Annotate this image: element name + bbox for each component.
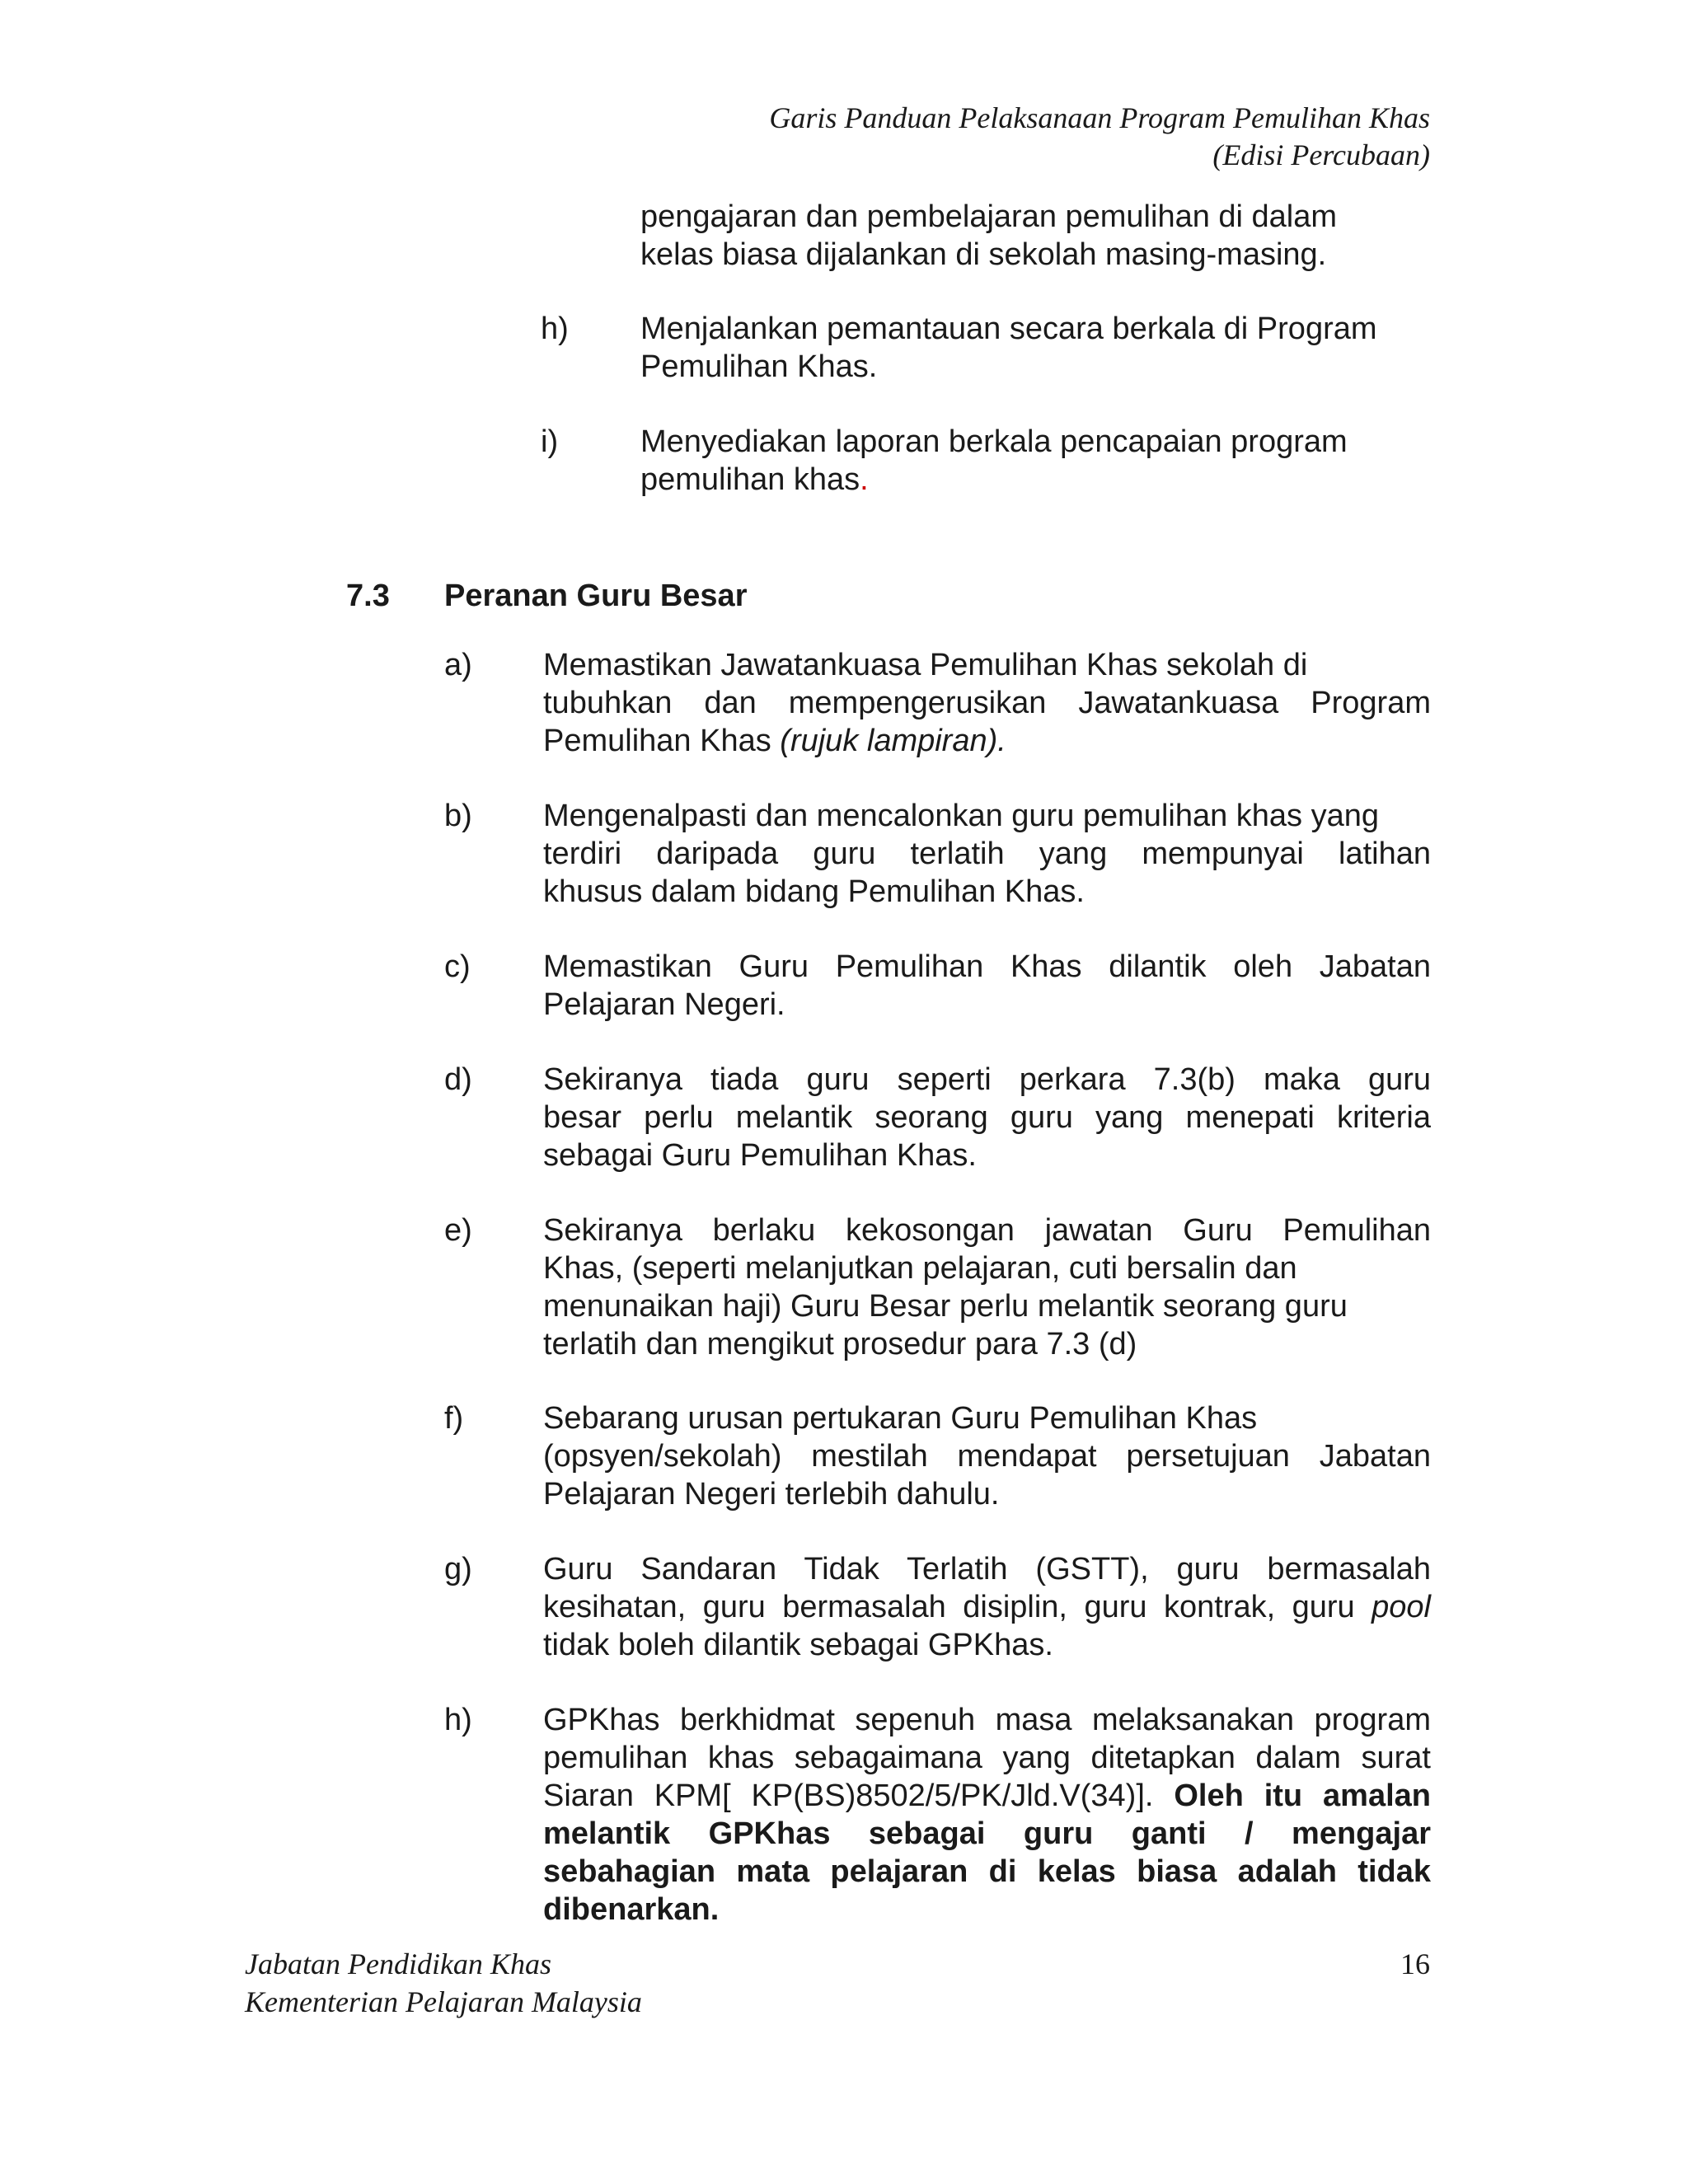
red-period: . <box>860 462 869 497</box>
section-title: Peranan Guru Besar <box>444 579 748 613</box>
item-line: Sekiranya tiada guru seperti perkara 7.3(b) maka guru <box>543 1062 1431 1097</box>
item-line: (opsyen/sekolah) mestilah mendapat persetujuan Jabatan <box>543 1439 1431 1474</box>
item-line: pemulihan khas sebagaimana yang ditetapkan dalam surat <box>543 1741 1431 1775</box>
item-letter: c) <box>444 949 471 984</box>
item-line-text: Pemulihan Khas <box>543 724 781 758</box>
item-line: terdiri daripada guru terlatih yang mempunyai latihan <box>543 837 1431 871</box>
item-line: Menyediakan laporan berkala pencapaian program <box>640 424 1348 459</box>
item-line: Sekiranya berlaku kekosongan jawatan Guru Pemulihan <box>543 1213 1431 1248</box>
item-line: Memastikan Jawatankuasa Pemulihan Khas sekolah di <box>543 648 1308 682</box>
item-line <box>543 1777 1431 1815</box>
continuation-line: pengajaran dan pembelajaran pemulihan di dalam <box>640 199 1338 234</box>
item-letter: d) <box>444 1062 472 1097</box>
bold-text: Oleh itu amalan <box>1174 1779 1431 1813</box>
item-line: Pelajaran Negeri. <box>543 987 785 1022</box>
bold-line: dibenarkan. <box>543 1892 720 1927</box>
item-letter: h) <box>444 1703 472 1737</box>
item-line: besar perlu melantik seorang guru yang menepati kriteria <box>543 1100 1431 1135</box>
item-letter: h) <box>541 312 569 346</box>
item-line: tidak boleh dilantik sebagai GPKhas. <box>543 1628 1053 1662</box>
item-line: tubuhkan dan mempengerusikan Jawatankuasa Program <box>543 686 1431 720</box>
italic-reference: (rujuk lampiran). <box>780 724 1006 758</box>
italic-word: pool <box>1372 1590 1431 1624</box>
item-line: Pelajaran Negeri terlebih dahulu. <box>543 1477 1000 1511</box>
item-line: Pemulihan Khas. <box>640 349 878 384</box>
continuation-line: kelas biasa dijalankan di sekolah masing-masing. <box>640 237 1327 272</box>
item-line: menunaikan haji) Guru Besar perlu melantik seorang guru <box>543 1289 1348 1324</box>
item-letter: f) <box>444 1401 464 1436</box>
item-line: khusus dalam bidang Pemulihan Khas. <box>543 874 1085 909</box>
item-line: Menjalankan pemantauan secara berkala di Program <box>640 312 1377 346</box>
item-letter: i) <box>541 424 559 459</box>
footer-department: Jabatan Pendidikan Khas <box>245 1947 551 1980</box>
item-line: Khas, (seperti melanjutkan pelajaran, cuti bersalin dan <box>543 1251 1297 1286</box>
item-letter: a) <box>444 648 472 682</box>
item-line: sebagai Guru Pemulihan Khas. <box>543 1138 977 1173</box>
item-line: Mengenalpasti dan mencalonkan guru pemulihan khas yang <box>543 799 1380 833</box>
item-line: Guru Sandaran Tidak Terlatih (GSTT), guru bermasalah <box>543 1552 1431 1586</box>
header-subtitle: (Edisi Percubaan) <box>1212 138 1430 171</box>
item-line <box>543 1588 1431 1626</box>
item-line: GPKhas berkhidmat sepenuh masa melaksanakan program <box>543 1703 1431 1737</box>
item-line: Memastikan Guru Pemulihan Khas dilantik oleh Jabatan <box>543 949 1431 984</box>
continuation-paragraph <box>640 198 1432 274</box>
bold-line: sebahagian mata pelajaran di kelas biasa adalah tidak <box>543 1854 1431 1889</box>
page-number: 16 <box>1400 1947 1430 1980</box>
section-number: 7.3 <box>346 579 390 613</box>
item-letter: g) <box>444 1552 472 1586</box>
item-letter: b) <box>444 799 472 833</box>
item-line <box>543 722 1431 760</box>
item-line-text: Siaran KPM[ KP(BS)8502/5/PK/Jld.V(34)]. <box>543 1779 1175 1813</box>
bold-line: melantik GPKhas sebagai guru ganti / mengajar <box>543 1816 1431 1851</box>
footer-ministry: Kementerian Pelajaran Malaysia <box>245 1985 642 2018</box>
item-letter: e) <box>444 1213 472 1248</box>
item-line <box>640 461 1432 499</box>
header-title: Garis Panduan Pelaksanaan Program Pemulihan Khas <box>769 101 1430 134</box>
item-line-text: pemulihan khas <box>640 462 860 497</box>
item-line: Sebarang urusan pertukaran Guru Pemulihan Khas <box>543 1401 1258 1436</box>
item-line-text: kesihatan, guru bermasalah disiplin, guru kontrak, guru <box>543 1590 1372 1624</box>
item-line: terlatih dan mengikut prosedur para 7.3 (d) <box>543 1327 1137 1361</box>
